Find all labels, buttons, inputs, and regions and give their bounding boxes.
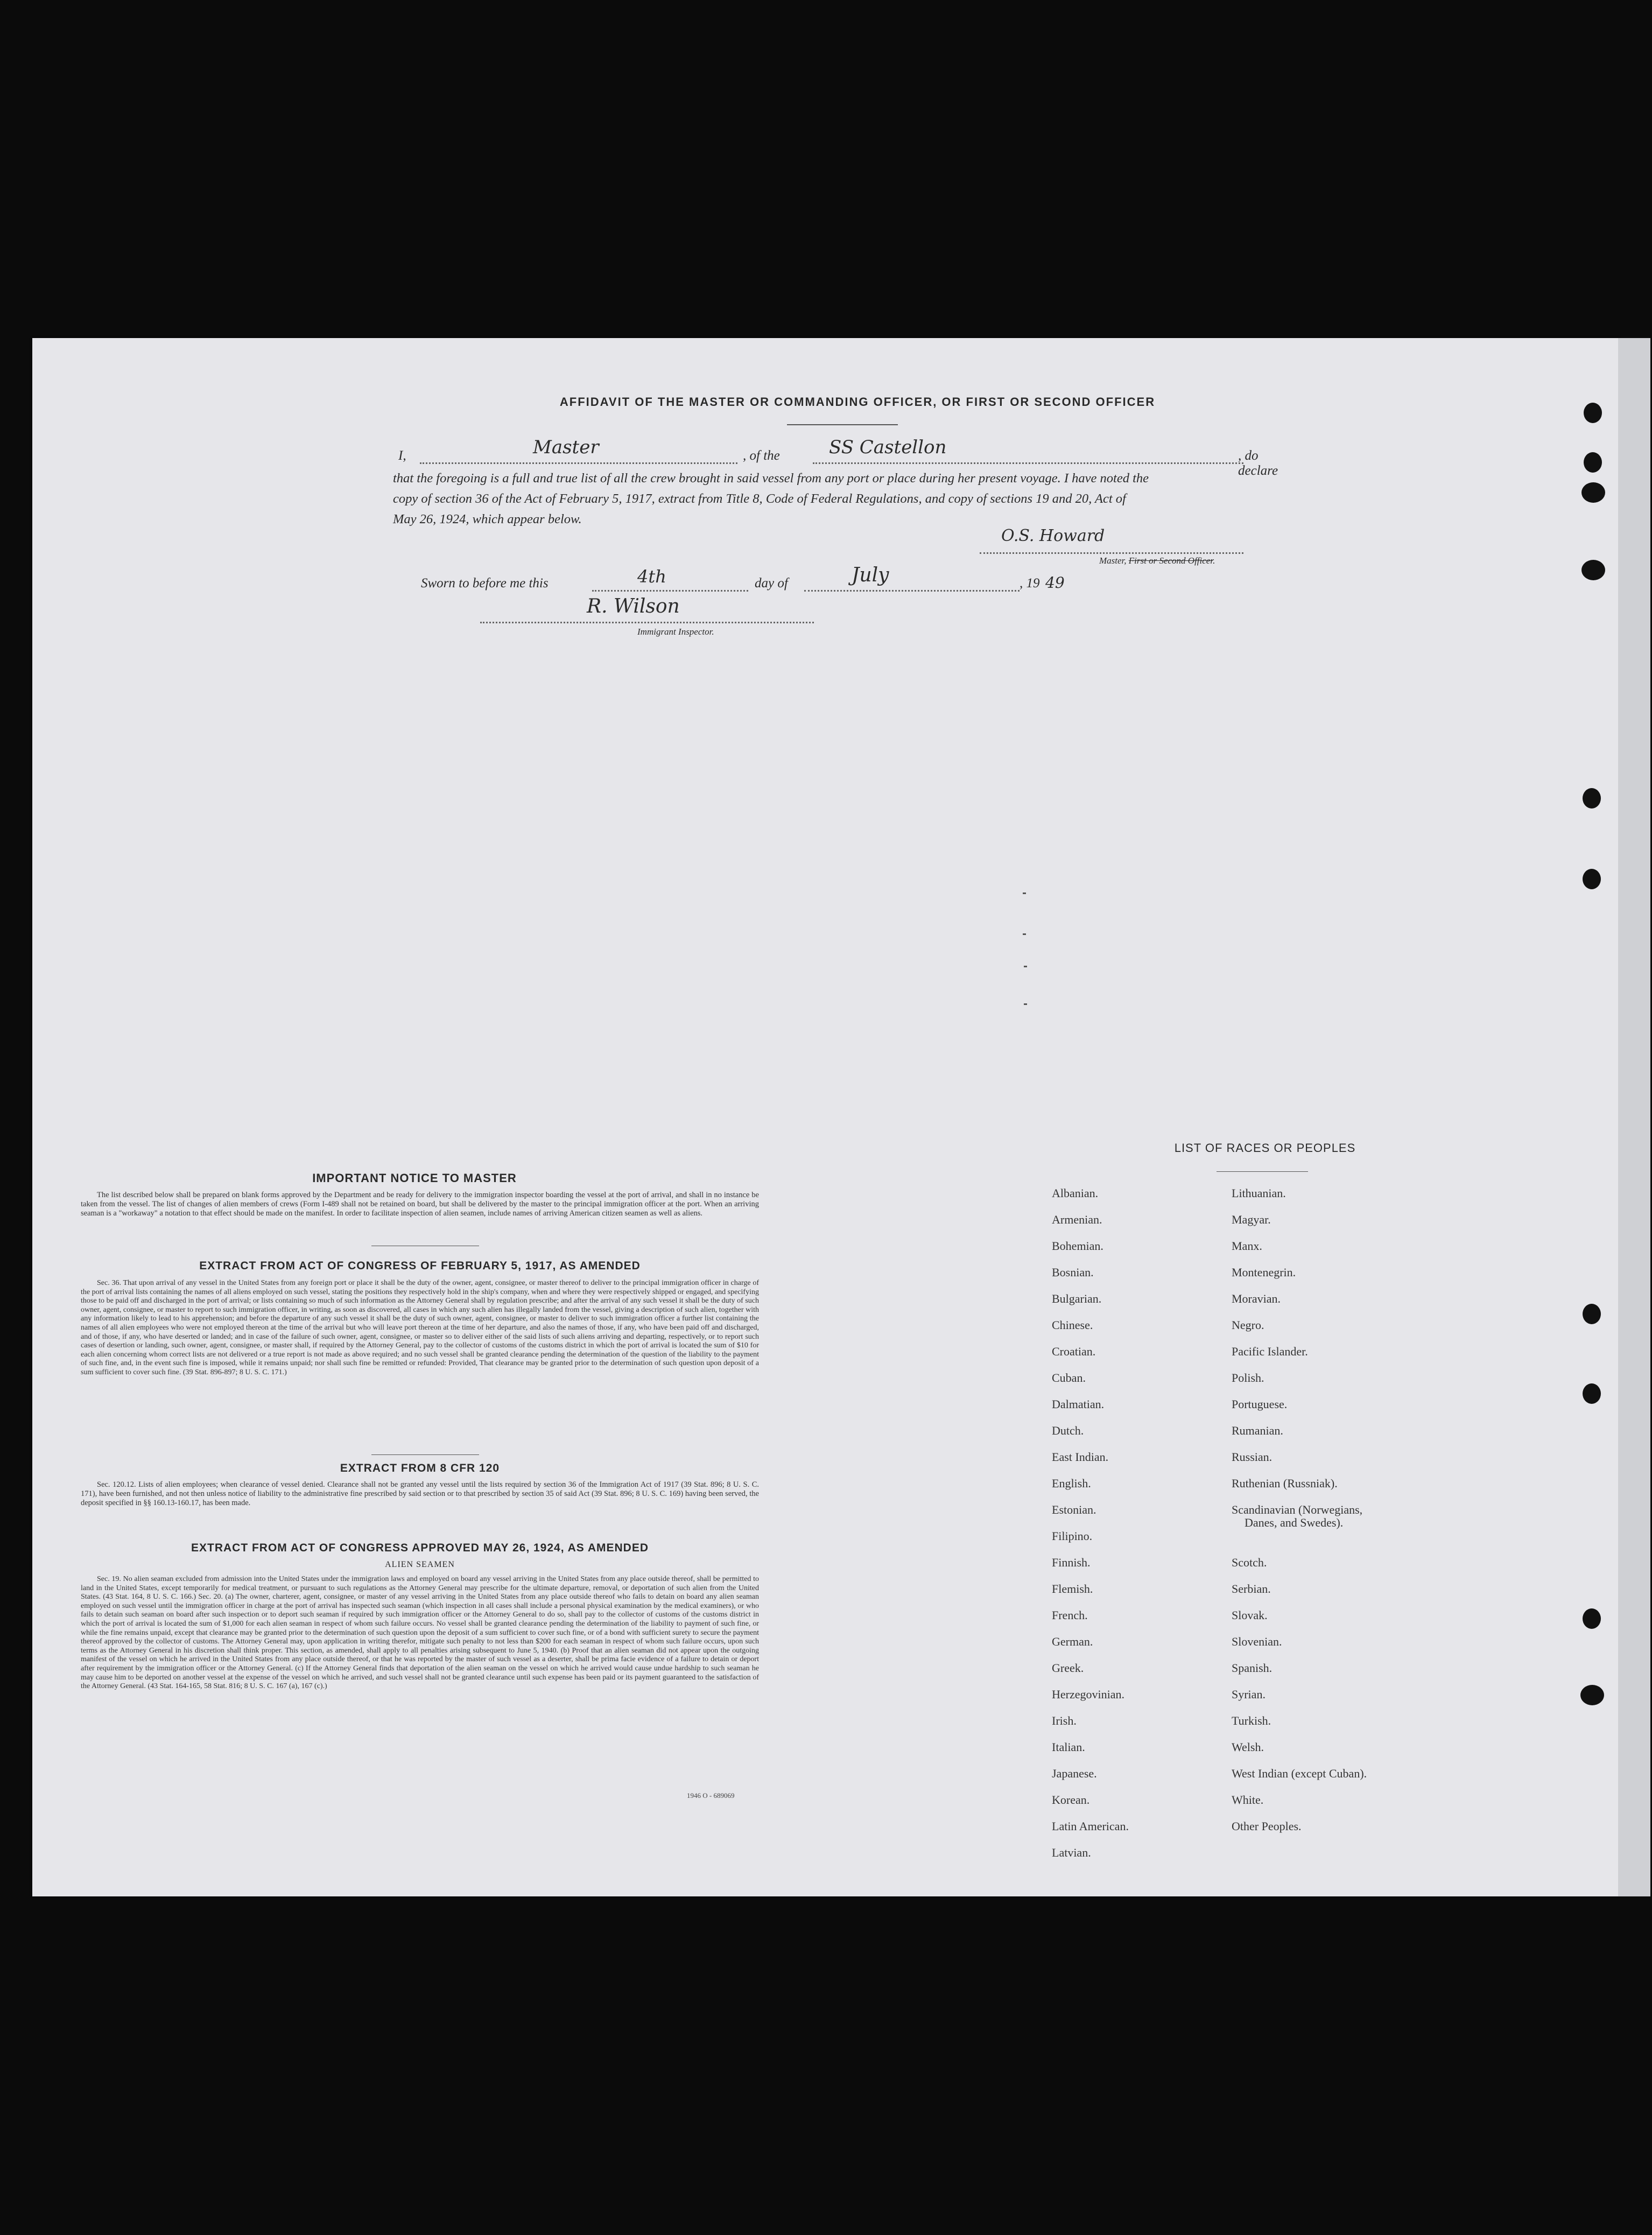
race-item: Portuguese.	[1232, 1397, 1288, 1411]
extract-cfr-text: Sec. 120.12. Lists of alien employees; when clearance of vessel denied. Clearance shall not be granted any vessel until the lists required by section 36 of the Immigration Act of 1917 (39 Stat. 896; 8 U. S. C. 171), have been furnished, and not then unless notice of liability to the administrative fine prescribed by said section or to that prescribed by section 35 of said Act (39 Stat. 896; 8 U. S. C. 169) having been served, the deposit specified in §§ 160.13-160.17, has been made.	[81, 1480, 759, 1507]
race-item: Filipino.	[1052, 1529, 1093, 1543]
race-item: Dalmatian.	[1052, 1397, 1105, 1411]
do-declare-label: , do declare	[1238, 448, 1278, 478]
race-item: White.	[1232, 1793, 1264, 1807]
race-item: Herzegovinian.	[1052, 1688, 1124, 1701]
race-item: Ruthenian (Russniak).	[1232, 1477, 1338, 1490]
form-page	[32, 338, 1618, 1896]
race-item: Moravian.	[1232, 1292, 1281, 1305]
race-item: Spanish.	[1232, 1661, 1273, 1675]
affidavit-body-line: May 26, 1924, which appear below.	[393, 512, 582, 526]
stray-mark	[1023, 933, 1026, 935]
binder-hole	[1583, 1383, 1601, 1404]
race-item: Russian.	[1232, 1450, 1273, 1464]
notice-text: The list described below shall be prepared on blank forms approved by the Department and be ready for delivery to the immigration inspector boarding the vessel at the port of arrival, and shall in no instance be taken from the vessel. The list of changes of alien members of crews (Form I-489 shall not be retained on board, but shall be delivered by the master to the principal immigration officer at the port. When an arriving seaman is a "workaway" a notation to that effect should be made on the manifest. In order to facilitate inspection of alien seamen, include names of arriving American citizen seamen as well as aliens.	[81, 1191, 759, 1218]
race-item: Finnish.	[1052, 1556, 1091, 1569]
binder-hole	[1583, 1608, 1601, 1629]
race-item: Italian.	[1052, 1740, 1085, 1754]
race-item: Rumanian.	[1232, 1424, 1283, 1437]
vessel-handwritten-value: SS Castellon	[829, 437, 947, 458]
affidavit-body-line: copy of section 36 of the Act of February 5, 1917, extract from Title 8, Code of Federal Regulations, and copy of sections 19 and 20, Act of	[393, 491, 1126, 506]
extract-1924-text: Sec. 19. No alien seaman excluded from admission into the United States under the immigration laws and employed on board any vessel arriving in the United States from any place outside thereof, shall be permitted to land in the United States, except temporarily for medical treatment, or pursuant to such regulations as the Attorney General may prescribe for the ultimate departure, removal, or deportation of such alien from the United States. (43 Stat. 164, 8 U. S. C. 166.) Sec. 20. (a) The owner, charterer, agent, consignee, or master of any vessel arriving in the United States from any place outside thereof who fails to detain on board any alien seaman employed on such vessel until the immigration officer in charge at the port of arrival has inspected such seaman (which inspection in all cases shall include a personal physical examination by the medical examiners), or who fails to detain such seaman on board after such inspection or to deport such seaman if required by such immigration officer or the Attorney General to do so, shall pay to the collector of customs of the customs district in which the port of arrival is located the sum of $1,000 for each alien seaman in respect of whom such failure occurs. No vessel shall be granted clearance pending the determination of the liability to payment of such fine, or while the fine remains unpaid, except that clearance may be granted prior to the determination of such question upon the deposit of a sum sufficient to cover such fine, or of a bond with sufficient surety to secure the payment thereof approved by the collector of customs. The Attorney General may, upon application in writing therefor, mitigate such penalty to not less than $200 for each seaman in respect of whom such failure occurs, upon such terms as the Attorney General in his discretion shall think proper. This section, as amended, shall apply to all penalties arising subsequent to June 5, 1940. (b) Proof that an alien seaman did not appear upon the outgoing manifest of the vessel on which he arrived in the United States from any place outside thereof, or that he was reported by the master of such vessel as a deserter, shall be prima facie evidence of a failure to detain or deport after requirement by the immigration officer or the Attorney General. (c) If the Attorney General finds that deportation of the alien seaman on the vessel on which he arrived would cause undue hardship to such seaman he may cause him to be deported on another vessel at the expense of the vessel on which he arrived, and such vessel shall not be granted clearance until such expense has been paid or its payment guaranteed to the satisfaction of the Attorney General. (43 Stat. 164-165, 58 Stat. 816; 8 U. S. C. 167 (a), 167 (c).)	[81, 1575, 759, 1691]
inspector-caption: Immigrant Inspector.	[637, 627, 714, 637]
race-item: Slovenian.	[1232, 1635, 1282, 1648]
notice-title: IMPORTANT NOTICE TO MASTER	[312, 1171, 517, 1185]
race-item: Cuban.	[1052, 1371, 1086, 1384]
race-item: Turkish.	[1232, 1714, 1271, 1727]
binder-hole	[1581, 482, 1605, 503]
race-item: Magyar.	[1232, 1213, 1271, 1226]
race-item: Serbian.	[1232, 1582, 1271, 1596]
sworn-month-line	[804, 590, 1020, 592]
binder-hole	[1583, 869, 1601, 889]
vessel-field-line	[813, 462, 1243, 464]
extract-1917-title: EXTRACT FROM ACT OF CONGRESS OF FEBRUARY 5, 1917, AS AMENDED	[199, 1260, 641, 1272]
race-item: Croatian.	[1052, 1345, 1096, 1358]
race-item: Montenegrin.	[1232, 1266, 1296, 1279]
race-item: Irish.	[1052, 1714, 1077, 1727]
affidavit-title: AFFIDAVIT OF THE MASTER OR COMMANDING OFFICER, OR FIRST OR SECOND OFFICER	[559, 395, 1156, 409]
master-caption	[1099, 556, 1215, 566]
extract-1924-subtitle: ALIEN SEAMEN	[385, 1560, 455, 1569]
i-label: I,	[398, 448, 406, 463]
stray-mark	[1023, 892, 1026, 894]
race-item: English.	[1052, 1477, 1091, 1490]
inspector-signature: R. Wilson	[587, 595, 680, 617]
race-item: Scotch.	[1232, 1556, 1267, 1569]
race-item: Lithuanian.	[1232, 1186, 1286, 1200]
sworn-day: 4th	[637, 566, 666, 587]
race-item: Armenian.	[1052, 1213, 1102, 1226]
race-item: Bulgarian.	[1052, 1292, 1102, 1305]
race-item: Japanese.	[1052, 1767, 1097, 1780]
master-caption-end: .	[1213, 556, 1215, 566]
master-caption-struck: First or Second Officer	[1128, 556, 1213, 566]
race-item: French.	[1052, 1608, 1088, 1622]
sworn-day-line	[592, 590, 748, 592]
stray-mark	[1024, 1003, 1027, 1005]
day-of-label: day of	[755, 576, 788, 591]
binder-hole	[1583, 1304, 1601, 1324]
race-item-continuation: Danes, and Swedes).	[1245, 1516, 1344, 1529]
race-item: Bosnian.	[1052, 1266, 1094, 1279]
year-prefix: , 19	[1020, 576, 1040, 591]
extract-1917-rule	[371, 1454, 479, 1455]
year-value: 49	[1045, 574, 1065, 592]
sworn-label: Sworn to before me this	[421, 576, 549, 591]
affidavit-title-rule	[787, 424, 898, 425]
race-item: Syrian.	[1232, 1688, 1266, 1701]
races-title-rule	[1217, 1171, 1308, 1172]
race-item: Latvian.	[1052, 1846, 1091, 1859]
print-code: 1946 O - 689069	[687, 1791, 735, 1800]
of-the-label: , of the	[743, 448, 780, 463]
i-field-line	[420, 462, 737, 464]
race-item: Manx.	[1232, 1239, 1262, 1253]
binder-hole	[1584, 452, 1602, 473]
extract-1924-title: EXTRACT FROM ACT OF CONGRESS APPROVED MAY 26, 1924, AS AMENDED	[191, 1542, 649, 1554]
race-item: Slovak.	[1232, 1608, 1268, 1622]
race-item: Scandinavian (Norwegians,	[1232, 1503, 1363, 1516]
race-item: Welsh.	[1232, 1740, 1264, 1754]
race-item: Flemish.	[1052, 1582, 1093, 1596]
i-handwritten-value: Master	[533, 437, 599, 458]
master-signature-line	[980, 552, 1243, 554]
race-item: Dutch.	[1052, 1424, 1084, 1437]
race-item: Estonian.	[1052, 1503, 1096, 1516]
extract-1917-text: Sec. 36. That upon arrival of any vessel in the United States from any foreign port or place it shall be the duty of the owner, agent, consignee, or master thereof to deliver to the principal immigration officer in charge of the port of arrival lists containing the names of all aliens employed on such vessel, stating the positions they respectively hold in the ship's company, when and where they were respectively shipped or engaged, and specifying those to be paid off and discharged in the port of arrival; or lists containing so much of such information as the Attorney General shall by regulation prescribe; and after the arrival of any such vessel it shall be the duty of such owner, agent, consignee, or master to report to such immigration officer, in writing, as soon as discovered, all cases in which any such alien has illegally landed from the vessel, giving a description of such alien, together with any information likely to lead to his apprehension; and before the departure of any such vessel it shall be the duty of such owner, agent, consignee, or master to deliver to such immigration officer a further list containing the names of all alien employees who were not employed thereon at the time of the arrival but who will leave port thereon at the time of her departure, and also the names of those, if any, who have been paid off and discharged, and of those, if any, who have deserted or landed; and in case of the failure of such owner, agent, consignee, or master so to deliver either of the said lists of such aliens arriving and departing, respectively, or to report such cases of desertion or landing, such owner, agent, consignee, or master shall, if required by the Attorney General, pay to the collector of customs of the customs district in which the port of arrival is located the sum of $10 for each alien concerning whom correct lists are not delivered or a true report is not made as above required; and no such vessel shall be granted clearance pending the determination of the question of the liability to the payment of such fine, and, in the event such fine is imposed, while it remains unpaid; nor shall such fine be remitted or refunded: Provided, That clearance may be granted prior to the determination of such question upon deposit of a sum sufficient to cover such fine. (39 Stat. 896-897; 8 U. S. C. 171.)	[81, 1279, 759, 1376]
page-edge-strip	[1618, 338, 1650, 1896]
race-item: East Indian.	[1052, 1450, 1109, 1464]
race-item: Chinese.	[1052, 1318, 1093, 1332]
race-item: Bohemian.	[1052, 1239, 1103, 1253]
sworn-month: July	[852, 564, 889, 586]
binder-hole	[1581, 560, 1605, 580]
stray-mark	[1024, 966, 1027, 967]
extract-cfr-title: EXTRACT FROM 8 CFR 120	[340, 1462, 500, 1474]
race-item: Latin American.	[1052, 1819, 1129, 1833]
affidavit-body	[393, 468, 1297, 530]
inspector-signature-line	[480, 622, 814, 623]
race-item: Negro.	[1232, 1318, 1264, 1332]
race-item: West Indian (except Cuban).	[1232, 1767, 1367, 1780]
race-item: Albanian.	[1052, 1186, 1099, 1200]
binder-hole	[1583, 788, 1601, 809]
race-item: Korean.	[1052, 1793, 1090, 1807]
race-item: Greek.	[1052, 1661, 1084, 1675]
race-item: German.	[1052, 1635, 1093, 1648]
master-caption-text: Master,	[1099, 556, 1129, 566]
affidavit-body-line: that the foregoing is a full and true list of all the crew brought in said vessel from any port or place during her present voyage. I have noted the	[393, 471, 1149, 486]
race-item: Polish.	[1232, 1371, 1264, 1384]
race-item: Pacific Islander.	[1232, 1345, 1308, 1358]
races-title: LIST OF RACES OR PEOPLES	[1174, 1141, 1356, 1155]
master-signature: O.S. Howard	[1001, 526, 1105, 545]
binder-hole	[1580, 1685, 1604, 1705]
race-item: Other Peoples.	[1232, 1819, 1302, 1833]
